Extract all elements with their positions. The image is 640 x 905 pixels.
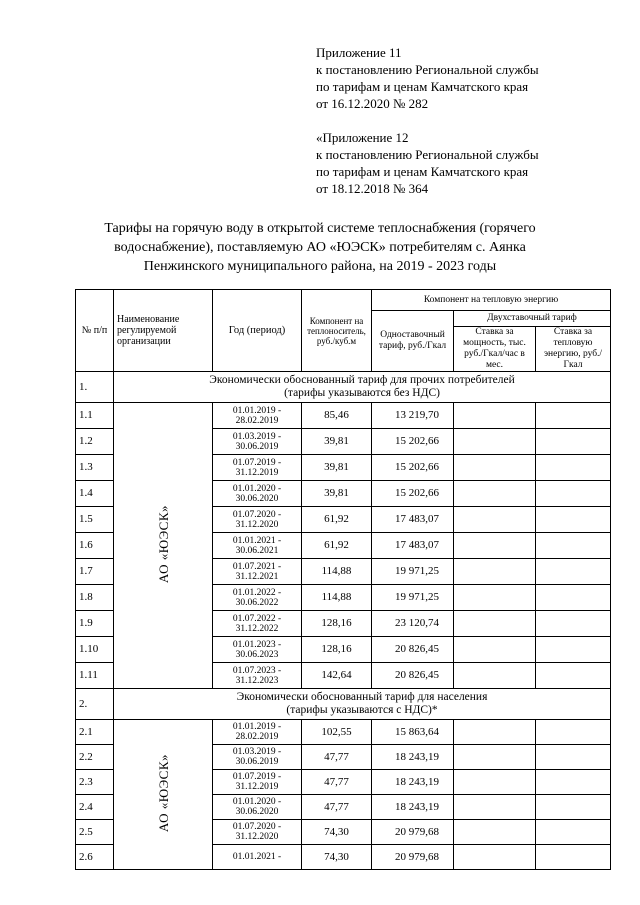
period-cell	[213, 745, 302, 770]
one-rate-value: 15 863,64	[372, 720, 454, 745]
header-component: Компонент на теплоноситель, руб./куб.м	[302, 290, 372, 372]
rate-energy-value	[536, 533, 611, 559]
header-year: Год (период)	[213, 290, 302, 372]
document-header	[316, 44, 539, 197]
period-cell	[213, 403, 302, 429]
rate-power-value	[454, 455, 536, 481]
period-to: 31.12.2019	[235, 467, 279, 478]
one-rate-value: 13 219,70	[372, 403, 454, 429]
rate-power-value	[454, 720, 536, 745]
one-rate-value: 18 243,19	[372, 795, 454, 820]
period-from: 01.03.2019 -	[232, 431, 282, 442]
period-cell	[213, 455, 302, 481]
component-value: 102,55	[302, 720, 372, 745]
row-number: 1.7	[76, 559, 114, 585]
rate-power-value	[454, 795, 536, 820]
header-one-rate: Одноставочный тариф, руб./Гкал	[372, 311, 454, 372]
rate-power-value	[454, 403, 536, 429]
row-number: 1.4	[76, 481, 114, 507]
period-cell	[213, 481, 302, 507]
period-to: 30.06.2020	[235, 493, 279, 504]
period-cell	[213, 585, 302, 611]
rate-energy-value	[536, 455, 611, 481]
period-from: 01.07.2019 -	[232, 772, 282, 782]
period-to: 30.06.2022	[235, 597, 279, 608]
section-title-line: Экономически обоснованный тариф для населения	[236, 691, 488, 703]
title-line: Тарифы на горячую воду в открытой системе теплоснабжения (горячего	[104, 221, 536, 236]
title-line: Пенжинского муниципального района, на 2019 - 2023 годы	[143, 259, 497, 274]
one-rate-value: 15 202,66	[372, 481, 454, 507]
period-cell	[213, 795, 302, 820]
row-number: 2.2	[76, 745, 114, 770]
component-value: 61,92	[302, 507, 372, 533]
period-from: 01.01.2020 -	[232, 483, 282, 494]
header-rate-energy: Ставка за тепловую энергию, руб./Гкал	[536, 327, 611, 372]
header-two-rate: Двухставочный тариф	[454, 311, 611, 327]
org-name-cell	[114, 720, 213, 870]
rate-power-value	[454, 770, 536, 795]
period-from: 01.01.2021 -	[232, 852, 282, 862]
rate-energy-value	[536, 795, 611, 820]
component-value: 74,30	[302, 845, 372, 870]
rate-power-value	[454, 745, 536, 770]
rate-power-value	[454, 559, 536, 585]
period-from: 01.07.2020 -	[232, 509, 282, 520]
period-from: 01.01.2021 -	[232, 535, 282, 546]
header-line: к постановлению Региональной службы	[316, 62, 539, 77]
period-from: 01.03.2019 -	[232, 747, 282, 757]
period-cell	[213, 720, 302, 745]
period-to: 31.12.2021	[235, 571, 279, 582]
one-rate-value: 15 202,66	[372, 455, 454, 481]
period-from: 01.07.2020 -	[232, 822, 282, 832]
section-title	[114, 689, 611, 720]
rate-energy-value	[536, 820, 611, 845]
period-from: 01.07.2023 -	[232, 665, 282, 676]
period-to: 30.06.2019	[235, 757, 279, 767]
section-row	[76, 689, 611, 720]
section-title-line: Экономически обоснованный тариф для прочих потребителей	[209, 374, 515, 386]
period-cell	[213, 429, 302, 455]
rate-energy-value	[536, 559, 611, 585]
period-cell	[213, 507, 302, 533]
component-value: 47,77	[302, 795, 372, 820]
rate-power-value	[454, 637, 536, 663]
appendix-12-block	[316, 129, 539, 197]
section-number: 2.	[76, 689, 114, 720]
org-name: АО «ЮЭСК»	[155, 504, 171, 584]
period-to: 30.06.2019	[235, 441, 279, 452]
rate-power-value	[454, 845, 536, 870]
component-value: 114,88	[302, 585, 372, 611]
section-row	[76, 372, 611, 403]
rate-energy-value	[536, 720, 611, 745]
period-from: 01.01.2019 -	[232, 722, 282, 732]
row-number: 1.2	[76, 429, 114, 455]
row-number: 1.10	[76, 637, 114, 663]
row-number: 1.8	[76, 585, 114, 611]
section-number: 1.	[76, 372, 114, 403]
period-from: 01.01.2020 -	[232, 797, 282, 807]
document-title	[60, 219, 580, 276]
period-from: 01.07.2019 -	[232, 457, 282, 468]
row-number: 1.1	[76, 403, 114, 429]
rate-energy-value	[536, 770, 611, 795]
row-number: 2.3	[76, 770, 114, 795]
period-from: 01.07.2022 -	[232, 613, 282, 624]
rate-energy-value	[536, 585, 611, 611]
rate-power-value	[454, 429, 536, 455]
rate-power-value	[454, 507, 536, 533]
rate-power-value	[454, 481, 536, 507]
one-rate-value: 17 483,07	[372, 507, 454, 533]
title-line: водоснабжение), поставляемую АО «ЮЭСК» потребителям с. Аянка	[114, 240, 526, 255]
header-line: «Приложение 12	[316, 130, 409, 145]
rate-power-value	[454, 820, 536, 845]
period-from: 01.01.2022 -	[232, 587, 282, 598]
component-value: 128,16	[302, 611, 372, 637]
header-org: Наименование регулируемой организации	[114, 290, 213, 372]
rate-energy-value	[536, 429, 611, 455]
header-rate-power: Ставка за мощность, тыс. руб./Гкал/час в мес.	[454, 327, 536, 372]
period-to: 31.12.2020	[235, 832, 279, 842]
one-rate-value: 20 979,68	[372, 820, 454, 845]
row-number: 1.9	[76, 611, 114, 637]
rate-energy-value	[536, 745, 611, 770]
one-rate-value: 20 826,45	[372, 637, 454, 663]
rate-energy-value	[536, 663, 611, 689]
row-number: 1.6	[76, 533, 114, 559]
component-value: 85,46	[302, 403, 372, 429]
row-number: 2.1	[76, 720, 114, 745]
one-rate-value: 15 202,66	[372, 429, 454, 455]
rate-energy-value	[536, 481, 611, 507]
period-from: 01.01.2019 -	[232, 405, 282, 416]
header-line: от 16.12.2020 № 282	[316, 96, 429, 111]
period-to: 31.12.2020	[235, 519, 279, 530]
period-cell	[213, 845, 302, 870]
component-value: 39,81	[302, 429, 372, 455]
header-line: по тарифам и ценам Камчатского края	[316, 79, 529, 94]
period-cell	[213, 637, 302, 663]
header-line: от 18.12.2018 № 364	[316, 181, 429, 196]
header-heat-component: Компонент на тепловую энергию	[372, 290, 611, 311]
rate-power-value	[454, 585, 536, 611]
one-rate-value: 20 979,68	[372, 845, 454, 870]
component-value: 39,81	[302, 481, 372, 507]
rate-energy-value	[536, 611, 611, 637]
period-to: 31.12.2022	[235, 623, 279, 634]
period-to: 28.02.2019	[235, 732, 279, 742]
period-to: 31.12.2019	[235, 782, 279, 792]
row-number: 1.5	[76, 507, 114, 533]
one-rate-value: 17 483,07	[372, 533, 454, 559]
component-value: 142,64	[302, 663, 372, 689]
period-to: 31.12.2023	[235, 675, 279, 686]
rate-energy-value	[536, 637, 611, 663]
header-num: № п/п	[76, 290, 114, 372]
table-row	[76, 720, 611, 745]
tariff-table	[75, 289, 611, 870]
period-from: 01.07.2021 -	[232, 561, 282, 572]
row-number: 1.3	[76, 455, 114, 481]
one-rate-value: 19 971,25	[372, 585, 454, 611]
period-cell	[213, 611, 302, 637]
rate-power-value	[454, 663, 536, 689]
period-cell	[213, 820, 302, 845]
header-line: Приложение 11	[316, 45, 402, 60]
period-to: 30.06.2021	[235, 545, 279, 556]
component-value: 47,77	[302, 745, 372, 770]
period-to: 30.06.2023	[235, 649, 279, 660]
component-value: 39,81	[302, 455, 372, 481]
org-name: АО «ЮЭСК»	[155, 753, 171, 833]
one-rate-value: 23 120,74	[372, 611, 454, 637]
section-title-line: (тарифы указываются без НДС)	[284, 387, 440, 399]
period-to: 28.02.2019	[235, 415, 279, 426]
row-number: 2.5	[76, 820, 114, 845]
component-value: 128,16	[302, 637, 372, 663]
section-title-line: (тарифы указываются с НДС)*	[286, 704, 438, 716]
rate-energy-value	[536, 403, 611, 429]
component-value: 74,30	[302, 820, 372, 845]
rate-power-value	[454, 533, 536, 559]
period-to: 30.06.2020	[235, 807, 279, 817]
one-rate-value: 20 826,45	[372, 663, 454, 689]
period-cell	[213, 559, 302, 585]
period-cell	[213, 770, 302, 795]
row-number: 1.11	[76, 663, 114, 689]
component-value: 114,88	[302, 559, 372, 585]
component-value: 47,77	[302, 770, 372, 795]
org-name-cell	[114, 403, 213, 689]
component-value: 61,92	[302, 533, 372, 559]
one-rate-value: 18 243,19	[372, 770, 454, 795]
section-title	[114, 372, 611, 403]
rate-power-value	[454, 611, 536, 637]
rate-energy-value	[536, 845, 611, 870]
row-number: 2.4	[76, 795, 114, 820]
header-line: к постановлению Региональной службы	[316, 147, 539, 162]
table-row	[76, 403, 611, 429]
appendix-11-block	[316, 44, 539, 112]
one-rate-value: 19 971,25	[372, 559, 454, 585]
one-rate-value: 18 243,19	[372, 745, 454, 770]
rate-energy-value	[536, 507, 611, 533]
period-cell	[213, 533, 302, 559]
period-cell	[213, 663, 302, 689]
period-from: 01.01.2023 -	[232, 639, 282, 650]
header-line: по тарифам и ценам Камчатского края	[316, 164, 529, 179]
row-number: 2.6	[76, 845, 114, 870]
